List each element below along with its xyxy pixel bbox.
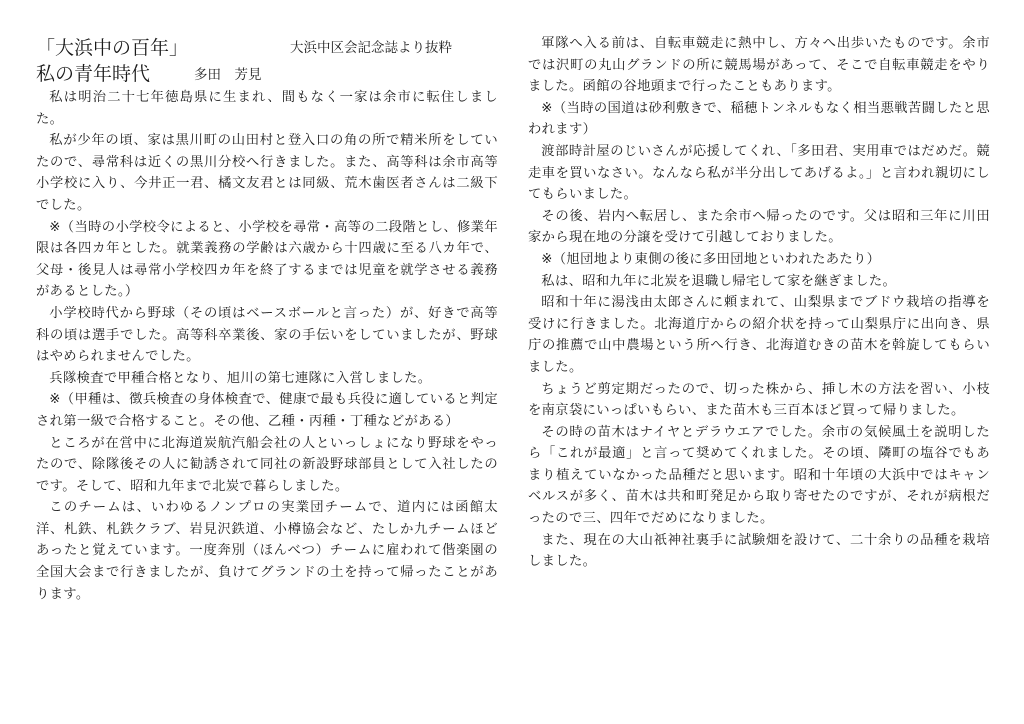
paragraph: このチームは、いわゆるノンプロの実業団チームで、道内には函館太洋、札鉄、札鉄クラブ、岩見沢鉄道、小樽協会など、たしか九チームほどあったと覚えています。一度奔別（ほんべつ）チームに雇われて偕楽園の全国大会まで行きましたが、負けてグランドの土を持って帰ったことがあります。 bbox=[36, 500, 498, 602]
source-note: 大浜中区会記念誌より抜粋 bbox=[290, 40, 452, 56]
paragraph: また、現在の大山祇神社裏手に試験畑を設けて、二十余りの品種を栽培しました。 bbox=[528, 532, 990, 570]
paragraph: 兵隊検査で甲種合格となり、旭川の第七連隊に入営しました。 bbox=[49, 370, 432, 386]
paragraph: その時の苗木はナイヤとデラウエアでした。余市の気候風土を説明したら「これが最適」と言って奨めてくれました。その頃、隣町の塩谷でもあまり植えていなかった品種だと思います。昭和十年頃の大浜中ではキャンベルスが多く、苗木は共和町発足から取り寄せたのですが、それが病根だったので三、四年でだめになりました。 bbox=[528, 424, 990, 527]
book-title: 「大浜中の百年」 bbox=[36, 37, 189, 59]
paragraph: 昭和十年に湯浅由太郎さんに頼まれて、山梨県までブドウ栽培の指導を受けに行きました。北海道庁からの紹介状を持って山梨県庁に出向き、県庁の推薦で山中農場という所へ行き、北海道むきの苗木を斡旋してもらいました。 bbox=[528, 295, 990, 375]
header-line-2 bbox=[36, 62, 506, 86]
paragraph: 私は、昭和九年に北炭を退職し帰宅して家を継ぎました。 bbox=[541, 273, 897, 289]
paragraph: ところが在営中に北海道炭航汽船会社の人といっしょになり野球をやったので、除隊後その人に勧誘されて同社の新設野球部員として入社したのです。そして、昭和九年まで北炭で暮らしました。 bbox=[36, 435, 498, 494]
paragraph: ※（当時の小学校令によると、小学校を尋常・高等の二段階とし、修業年限は各四カ年とした。就業義務の学齢は六歳から十四歳に至る八カ年で、父母・後見人は尋常小学校四カ年を終了するまでは児童を就学させる義務があるとした。） bbox=[36, 219, 498, 300]
essay-title: 私の青年時代 bbox=[36, 63, 151, 85]
left-column bbox=[36, 87, 498, 605]
paragraph: ちょうど剪定期だったので、切った株から、挿し木の方法を習い、小枝を南京袋にいっぱいもらい、また苗木も三百本ほど買って帰りました。 bbox=[528, 381, 990, 419]
paragraph: 軍隊へ入る前は、自転車競走に熱中し、方々へ出歩いたものです。余市では沢町の丸山グランドの所に競馬場があって、そこで自転車競走をやりました。函館の谷地頭まで行ったこともあります。 bbox=[528, 36, 990, 95]
header-line-1 bbox=[36, 36, 506, 60]
paragraph: ※（旭団地より東側の後に多田団地といわれたあたり） bbox=[541, 251, 881, 267]
paragraph: ※（当時の国道は砂利敷きで、稲穂トンネルもなく相当悪戦苦闘したと思われます） bbox=[528, 100, 990, 138]
author-name: 多田 芳見 bbox=[194, 67, 262, 83]
paragraph: 私は明治二十七年徳島県に生まれ、間もなく一家は余市に転住しました。 bbox=[36, 90, 498, 127]
paragraph: 小学校時代から野球（その頃はベースボールと言った）が、好きで高等科の頃は選手でした。高等科卒業後、家の手伝いをしていましたが、野球はやめられませんでした。 bbox=[36, 305, 498, 365]
paragraph: その後、岩内へ転居し、また余市へ帰ったのです。父は昭和三年に川田家から現在地の分譲を受けて引越しておりました。 bbox=[528, 208, 990, 246]
right-column bbox=[528, 33, 990, 573]
paragraph: ※（甲種は、徴兵検査の身体検査で、健康で最も兵役に適していると判定され第一級で合格すること。その他、乙種・丙種・丁種などがある） bbox=[36, 392, 498, 429]
paragraph: 渡部時計屋のじいさんが応援してくれ、「多田君、実用車ではだめだ。競走車を買いなさい。なんなら私が半分出してあげるよ。」と言われ親切にしてもらいました。 bbox=[528, 143, 990, 203]
paragraph: 私が少年の頃、家は黒川町の山田村と登入口の角の所で精米所をしていたので、尋常科は近くの黒川分校へ行きました。また、高等科は余市高等小学校に入り、今井正一君、橘文友君とは同級、荒木歯医者さんは二級下でした。 bbox=[36, 133, 498, 213]
